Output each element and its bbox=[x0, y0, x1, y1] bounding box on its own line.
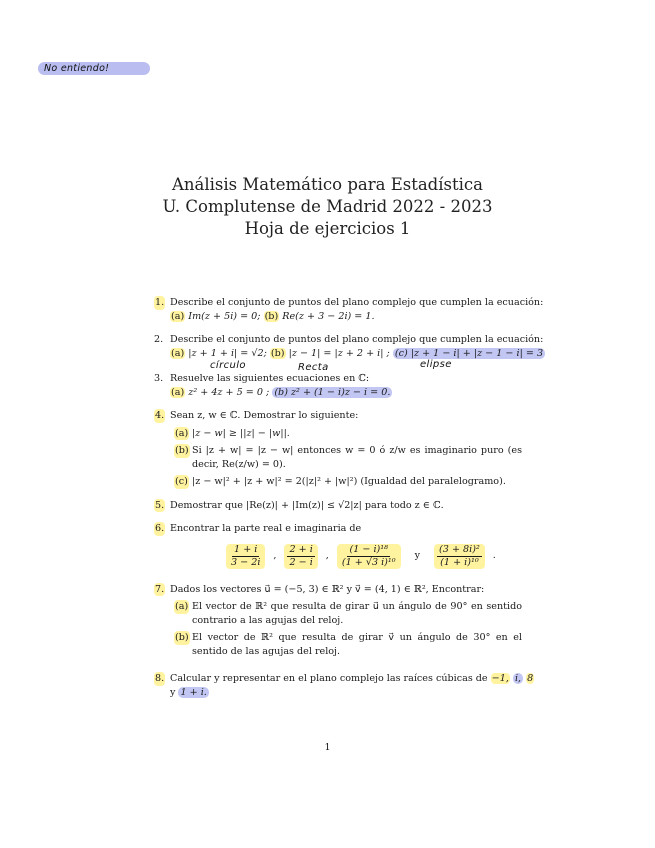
exercise-text-main: Calcular y representar en el plano complejo las raíces cúbicas de bbox=[170, 673, 488, 684]
denominator: 2 − i bbox=[289, 556, 313, 568]
equation-highlighted: (b) z² + (1 − i)z − i = 0. bbox=[274, 386, 391, 398]
exercise-2 bbox=[150, 333, 544, 360]
sub-item-c bbox=[170, 475, 522, 489]
part-label: (b) bbox=[270, 347, 285, 359]
sub-item-a bbox=[170, 427, 522, 441]
root-value-highlighted: i, bbox=[514, 673, 522, 684]
denominator: 3 − 2i bbox=[231, 556, 261, 568]
root-value: 8 bbox=[527, 673, 534, 684]
equation-highlighted: (c) |z + 1 − i| + |z − 1 − i| = 3 bbox=[394, 347, 544, 359]
exercise-8 bbox=[150, 672, 534, 699]
sheet-title: Hoja de ejercicios 1 bbox=[244, 219, 411, 238]
fraction bbox=[337, 544, 401, 569]
handwritten-note-label: No entiendo! bbox=[38, 62, 150, 75]
exercise-number: 2. bbox=[154, 334, 164, 345]
exercise-text-cont bbox=[170, 686, 522, 700]
part-label: (c) bbox=[175, 476, 188, 487]
handwritten-line-word: Recta bbox=[298, 362, 329, 373]
numerator: (3 + 8i)² bbox=[439, 543, 480, 555]
equation: |z − 1| = |z + 2 + i| ; bbox=[288, 347, 390, 359]
exercise-text: Describe el conjunto de puntos del plano complejo que cumplen la ecuación: bbox=[170, 297, 544, 308]
exercise-text: Describe el conjunto de puntos del plano complejo que cumplen la ecuación: bbox=[170, 334, 544, 345]
part-label: (a) bbox=[171, 347, 185, 359]
item-text: |z − w| ≥ ||z| − |w||. bbox=[192, 427, 290, 439]
exercise-list bbox=[150, 296, 544, 709]
root-value-highlighted: 1 + i. bbox=[180, 686, 207, 698]
item-text: Si |z + w| = |z − w| entonces w = 0 ó z/w es imaginario puro (es decir, Re(z/w) = 0). bbox=[192, 445, 522, 470]
exercise-1 bbox=[150, 296, 544, 323]
conjunction: y bbox=[414, 550, 421, 562]
exercise-6 bbox=[150, 522, 522, 569]
exercise-3 bbox=[150, 372, 522, 399]
exercise-number: 1. bbox=[155, 297, 165, 308]
sub-item-a bbox=[170, 600, 522, 627]
exercise-number: 3. bbox=[154, 373, 164, 384]
numerator: (1 − i)¹⁸ bbox=[349, 543, 388, 555]
exercise-number: 4. bbox=[155, 410, 165, 421]
part-label: (a) bbox=[171, 386, 185, 398]
exercise-parts bbox=[170, 386, 522, 400]
numerator: 1 + i bbox=[234, 543, 258, 555]
title-block bbox=[0, 174, 655, 240]
item-text: El vector de ℝ² que resulta de girar v⃗ un ángulo de 30° en el sentido de las agujas del reloj. bbox=[192, 632, 522, 657]
numerator: 2 + i bbox=[289, 543, 313, 555]
exercise-text: Encontrar la parte real e imaginaria de bbox=[170, 523, 362, 534]
exercise-number: 6. bbox=[155, 523, 165, 534]
denominator: (1 + i)¹⁰ bbox=[440, 556, 479, 568]
equation: Re(z + 3 − 2i) = 1. bbox=[282, 310, 375, 322]
fraction bbox=[284, 544, 317, 569]
fraction bbox=[434, 544, 485, 569]
exercise-7 bbox=[150, 583, 522, 659]
part-label: (b) bbox=[175, 632, 189, 643]
sub-item-b bbox=[170, 631, 522, 658]
course-title: Análisis Matemático para Estadística bbox=[172, 175, 483, 194]
item-text: |z − w|² + |z + w|² = 2(|z|² + |w|²) (Igualdad del paralelogramo). bbox=[192, 476, 506, 487]
sub-item-b bbox=[170, 444, 522, 471]
part-label: (a) bbox=[175, 601, 189, 612]
exercise-number: 7. bbox=[155, 583, 165, 595]
part-label: (a) bbox=[171, 310, 185, 322]
equation: Im(z + 5i) = 0; bbox=[188, 310, 261, 322]
exercise-text: Resuelve las siguientes ecuaciones en ℂ: bbox=[170, 373, 370, 384]
page-number: 1 bbox=[324, 742, 331, 753]
exercise-number: 8. bbox=[155, 673, 165, 684]
part-label: (a) bbox=[175, 427, 189, 439]
equation: |z + 1 + i| = √2; bbox=[188, 347, 267, 359]
part-label: (b) bbox=[175, 445, 189, 456]
exercise-text bbox=[170, 672, 534, 686]
fraction bbox=[226, 544, 265, 569]
exercise-parts bbox=[170, 310, 522, 324]
exercise-text: Dados los vectores u⃗ = (−5, 3) ∈ ℝ² y v⃗ = (4, 1) ∈ ℝ², Encontrar: bbox=[170, 583, 485, 595]
handwritten-circle-word: círculo bbox=[210, 360, 246, 371]
exercise-number: 5. bbox=[155, 499, 165, 511]
fraction-row: $\frac{1 + i}{3 - 2i}$ , $\frac{2 + i}{2 - i}$ , $\frac{\text{(1 − i)¹⁸}}{\text{(1 + √3 i)¹⁰}}$ y $\frac{\text{(3 + 8i)²}}{\text{(1 + i)¹⁰}}$ . bbox=[226, 544, 522, 569]
denominator: (1 + √3 i)¹⁰ bbox=[341, 556, 396, 568]
exercise-text: Sean z, w ∈ ℂ. Demostrar lo siguiente: bbox=[170, 410, 359, 421]
handwritten-notes-row bbox=[150, 359, 522, 373]
exercise-5 bbox=[150, 499, 522, 513]
item-text: El vector de ℝ² que resulta de girar u⃗ un ángulo de 90° en sentido contrario a las agujas del reloj. bbox=[192, 601, 522, 626]
part-label: (b) bbox=[264, 310, 279, 322]
equation: z² + 4z + 5 = 0 ; bbox=[188, 386, 270, 398]
root-value: −1, bbox=[491, 673, 509, 684]
exercise-parts bbox=[170, 347, 544, 361]
exercise-text: Demostrar que |Re(z)| + |Im(z)| ≤ √2|z| para todo z ∈ ℂ. bbox=[170, 499, 444, 511]
exercise-4 bbox=[150, 409, 522, 489]
conjunction: y bbox=[170, 686, 176, 698]
handwritten-ellipse-word: elipse bbox=[420, 359, 452, 370]
university-line: U. Complutense de Madrid 2022 - 2023 bbox=[162, 197, 493, 216]
